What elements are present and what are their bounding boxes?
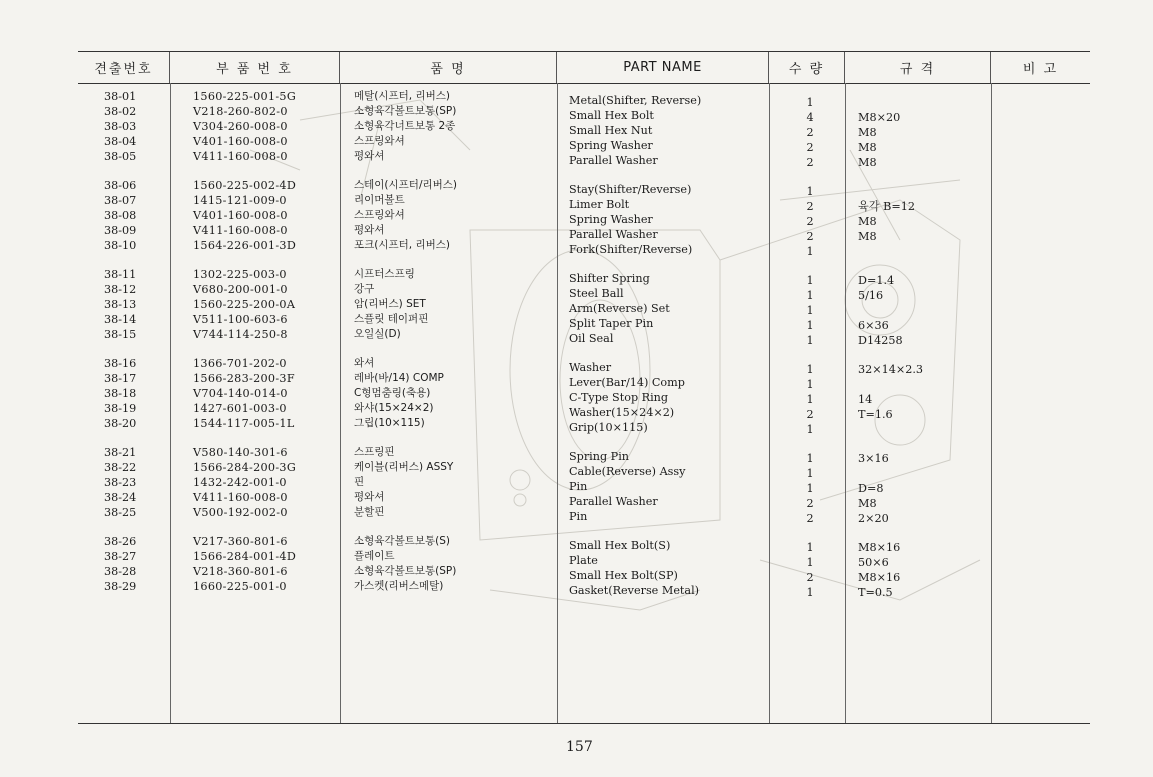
specification: M8 — [858, 215, 877, 228]
quantity: 2 — [806, 215, 814, 228]
table-row — [78, 223, 1090, 243]
part-number: 1427-601-003-0 — [193, 402, 287, 415]
part-index: 38-09 — [104, 224, 137, 237]
part-index: 38-14 — [104, 313, 137, 326]
part-number: 1560-225-001-5G — [193, 90, 297, 103]
quantity: 1 — [806, 541, 814, 554]
quantity: 1 — [806, 363, 814, 376]
part-number: 1566-283-200-3F — [193, 372, 295, 385]
part-name-kr: 소형육각볼트보통(SP) — [354, 105, 457, 117]
part-name-kr: 평와셔 — [354, 150, 385, 162]
part-name-kr: 분할핀 — [354, 506, 385, 518]
part-number: 1415-121-009-0 — [193, 194, 287, 207]
part-name-kr: 평와셔 — [354, 224, 385, 236]
part-name-en: Metal(Shifter, Reverse) — [569, 94, 702, 107]
part-index: 38-23 — [104, 476, 137, 489]
part-name-en: Fork(Shifter/Reverse) — [569, 243, 693, 256]
part-name-kr: 스테이(시프터/리버스) — [354, 179, 458, 191]
table-header — [78, 52, 1090, 84]
part-index: 38-25 — [104, 506, 137, 519]
part-number: V704-140-014-0 — [193, 387, 288, 400]
part-name-en: Spring Pin — [569, 450, 629, 463]
quantity: 2 — [806, 156, 814, 169]
part-name-kr: 시프터스프링 — [354, 268, 415, 280]
specification: M8×16 — [858, 571, 901, 584]
specification: M8 — [858, 230, 877, 243]
part-index: 38-08 — [104, 209, 137, 222]
table-row — [78, 534, 1090, 554]
part-name-en: Lever(Bar/14) Comp — [569, 376, 685, 389]
table-row — [78, 490, 1090, 510]
part-index: 38-16 — [104, 357, 137, 370]
part-name-en: Washer(15×24×2) — [569, 406, 675, 419]
table-row — [78, 416, 1090, 436]
part-index: 38-11 — [104, 268, 137, 281]
part-number: V411-160-008-0 — [193, 224, 288, 237]
part-name-kr: 와샤(15×24×2) — [354, 402, 434, 414]
part-name-kr: 소형육각너트보통 2종 — [354, 120, 456, 132]
part-name-kr: 포크(시프터, 리버스) — [354, 239, 451, 251]
specification: M8 — [858, 141, 877, 154]
quantity: 4 — [806, 111, 814, 124]
part-index: 38-02 — [104, 105, 137, 118]
part-number: V680-200-001-0 — [193, 283, 288, 296]
part-name-en: Pin — [569, 480, 588, 493]
part-index: 38-22 — [104, 461, 137, 474]
quantity: 1 — [806, 586, 814, 599]
specification: 육각 B=12 — [858, 200, 916, 213]
part-number: 1432-242-001-0 — [193, 476, 287, 489]
part-number: 1544-117-005-1L — [193, 417, 295, 430]
table-row — [78, 371, 1090, 391]
specification: T=1.6 — [858, 408, 893, 421]
quantity: 1 — [806, 274, 814, 287]
quantity: 1 — [806, 556, 814, 569]
specification: M8×16 — [858, 541, 901, 554]
part-index: 38-07 — [104, 194, 137, 207]
page-number: 157 — [566, 739, 593, 755]
part-number: V218-260-802-0 — [193, 105, 288, 118]
quantity: 1 — [806, 245, 814, 258]
part-number: V744-114-250-8 — [193, 328, 288, 341]
specification: 5/16 — [858, 289, 884, 302]
header-part-no: 부 품 번 호 — [170, 52, 340, 83]
part-name-kr: 강구 — [354, 283, 375, 295]
table-row — [78, 579, 1090, 599]
part-number: 1564-226-001-3D — [193, 239, 297, 252]
header-no: 견출번호 — [78, 52, 170, 83]
part-number: 1566-284-001-4D — [193, 550, 297, 563]
part-index: 38-03 — [104, 120, 137, 133]
part-name-en: Arm(Reverse) Set — [569, 302, 670, 315]
quantity: 1 — [806, 423, 814, 436]
part-name-kr: 와셔 — [354, 357, 375, 369]
quantity: 2 — [806, 126, 814, 139]
part-name-en: C-Type Stop Ring — [569, 391, 669, 404]
table-row — [78, 475, 1090, 495]
quantity: 2 — [806, 408, 814, 421]
parts-table — [78, 51, 1090, 724]
table-row — [78, 386, 1090, 406]
part-name-en: Spring Washer — [569, 139, 653, 152]
quantity: 1 — [806, 185, 814, 198]
part-name-en: Oil Seal — [569, 332, 614, 345]
part-name-kr: 케이블(리버스) ASSY — [354, 461, 454, 473]
part-number: V411-160-008-0 — [193, 491, 288, 504]
part-name-en: Parallel Washer — [569, 495, 658, 508]
quantity: 1 — [806, 304, 814, 317]
table-row — [78, 267, 1090, 287]
part-index: 38-10 — [104, 239, 137, 252]
header-qty: 수 량 — [769, 52, 845, 83]
part-index: 38-13 — [104, 298, 137, 311]
part-number: 1660-225-001-0 — [193, 580, 287, 593]
quantity: 1 — [806, 289, 814, 302]
table-row — [78, 505, 1090, 525]
part-name-kr: 스프링와셔 — [354, 135, 405, 147]
part-name-kr: 스프링와셔 — [354, 209, 405, 221]
header-remarks: 비 고 — [1022, 62, 1059, 77]
part-name-en: Small Hex Nut — [569, 124, 653, 137]
part-index: 38-24 — [104, 491, 137, 504]
part-number: V411-160-008-0 — [193, 150, 288, 163]
part-name-en: Small Hex Bolt(S) — [569, 539, 671, 552]
header-name-en: PART NAME — [557, 52, 769, 83]
specification: 50×6 — [858, 556, 889, 569]
table-row — [78, 327, 1090, 347]
part-index: 38-28 — [104, 565, 137, 578]
specification: M8 — [858, 126, 877, 139]
part-number: 1566-284-200-3G — [193, 461, 297, 474]
part-name-en: Parallel Washer — [569, 154, 658, 167]
part-number: V304-260-008-0 — [193, 120, 288, 133]
quantity: 1 — [806, 96, 814, 109]
part-name-kr: 스플릿 테이퍼핀 — [354, 313, 429, 325]
part-number: 1560-225-002-4D — [193, 179, 297, 192]
table-row — [78, 445, 1090, 465]
part-name-kr: C형멈춤링(축용) — [354, 387, 431, 399]
specification: D=8 — [858, 482, 884, 495]
table-row — [78, 312, 1090, 332]
part-number: 1366-701-202-0 — [193, 357, 287, 370]
header-spec: 규 격 — [845, 52, 991, 83]
part-name-kr: 리이머볼트 — [354, 194, 405, 206]
table-row — [78, 178, 1090, 198]
table-row — [78, 401, 1090, 421]
part-index: 38-29 — [104, 580, 137, 593]
part-name-kr: 소형육각볼트보통(S) — [354, 535, 451, 547]
part-number: 1560-225-200-0A — [193, 298, 296, 311]
part-name-kr: 레바(바/14) COMP — [354, 372, 444, 384]
part-name-en: Plate — [569, 554, 598, 567]
specification: D=1.4 — [858, 274, 895, 287]
part-index: 38-19 — [104, 402, 137, 415]
quantity: 1 — [806, 393, 814, 406]
quantity: 1 — [806, 482, 814, 495]
part-name-en: Split Taper Pin — [569, 317, 654, 330]
quantity: 2 — [806, 497, 814, 510]
part-name-kr: 그립(10×115) — [354, 417, 425, 429]
part-number: V218-360-801-6 — [193, 565, 288, 578]
table-row — [78, 297, 1090, 317]
part-name-en: Washer — [569, 361, 612, 374]
quantity: 2 — [806, 571, 814, 584]
part-index: 38-06 — [104, 179, 137, 192]
quantity: 1 — [806, 467, 814, 480]
quantity: 2 — [806, 512, 814, 525]
part-name-en: Steel Ball — [569, 287, 624, 300]
part-name-en: Cable(Reverse) Assy — [569, 465, 686, 478]
specification: M8×20 — [858, 111, 901, 124]
quantity: 2 — [806, 141, 814, 154]
specification: M8 — [858, 497, 877, 510]
part-name-en: Pin — [569, 510, 588, 523]
specification: D14258 — [858, 334, 903, 347]
part-index: 38-15 — [104, 328, 137, 341]
part-name-en: Shifter Spring — [569, 272, 650, 285]
part-index: 38-20 — [104, 417, 137, 430]
part-number: V217-360-801-6 — [193, 535, 288, 548]
part-name-kr: 소형육각볼트보통(SP) — [354, 565, 457, 577]
table-row — [78, 149, 1090, 169]
part-name-kr: 스프링핀 — [354, 446, 395, 458]
specification: 14 — [858, 393, 873, 406]
table-row — [78, 193, 1090, 213]
table-row — [78, 89, 1090, 109]
quantity: 1 — [806, 452, 814, 465]
quantity: 2 — [806, 230, 814, 243]
part-number: V401-160-008-0 — [193, 209, 288, 222]
part-name-kr: 핀 — [354, 476, 365, 488]
part-name-kr: 평와셔 — [354, 491, 385, 503]
part-name-kr: 가스켓(리버스메탈) — [354, 580, 444, 592]
part-name-kr: 암(리버스) SET — [354, 298, 426, 310]
part-number: V401-160-008-0 — [193, 135, 288, 148]
table-row — [78, 134, 1090, 154]
specification: M8 — [858, 156, 877, 169]
part-number: V511-100-603-6 — [193, 313, 288, 326]
part-name-en: Small Hex Bolt(SP) — [569, 569, 678, 582]
table-row — [78, 460, 1090, 480]
part-name-kr: 플레이트 — [354, 550, 395, 562]
part-index: 38-17 — [104, 372, 137, 385]
table-row — [78, 549, 1090, 569]
part-number: V580-140-301-6 — [193, 446, 288, 459]
part-name-en: Gasket(Reverse Metal) — [569, 584, 700, 597]
table-row — [78, 282, 1090, 302]
specification: 32×14×2.3 — [858, 363, 924, 376]
part-name-en: Small Hex Bolt — [569, 109, 654, 122]
part-name-en: Stay(Shifter/Reverse) — [569, 183, 692, 196]
part-number: V500-192-002-0 — [193, 506, 288, 519]
part-name-kr: 메탈(시프터, 리버스) — [354, 90, 451, 102]
specification: 3×16 — [858, 452, 889, 465]
part-index: 38-27 — [104, 550, 137, 563]
part-name-en: Limer Bolt — [569, 198, 630, 211]
table-row — [78, 356, 1090, 376]
table-row — [78, 208, 1090, 228]
table-row — [78, 238, 1090, 258]
part-name-en: Grip(10×115) — [569, 421, 648, 434]
part-index: 38-04 — [104, 135, 137, 148]
quantity: 1 — [806, 334, 814, 347]
part-index: 38-12 — [104, 283, 137, 296]
quantity: 2 — [806, 200, 814, 213]
part-name-en: Parallel Washer — [569, 228, 658, 241]
quantity: 1 — [806, 319, 814, 332]
part-name-en: Spring Washer — [569, 213, 653, 226]
quantity: 1 — [806, 378, 814, 391]
part-index: 38-21 — [104, 446, 137, 459]
part-name-kr: 오일실(D) — [354, 328, 401, 340]
header-name-kr: 품 명 — [340, 52, 557, 83]
specification: T=0.5 — [858, 586, 893, 599]
part-index: 38-26 — [104, 535, 137, 548]
table-row — [78, 564, 1090, 584]
specification: 2×20 — [858, 512, 889, 525]
part-index: 38-18 — [104, 387, 137, 400]
part-index: 38-01 — [104, 90, 137, 103]
table-row — [78, 104, 1090, 124]
part-index: 38-05 — [104, 150, 137, 163]
specification: 6×36 — [858, 319, 889, 332]
part-number: 1302-225-003-0 — [193, 268, 287, 281]
table-row — [78, 119, 1090, 139]
